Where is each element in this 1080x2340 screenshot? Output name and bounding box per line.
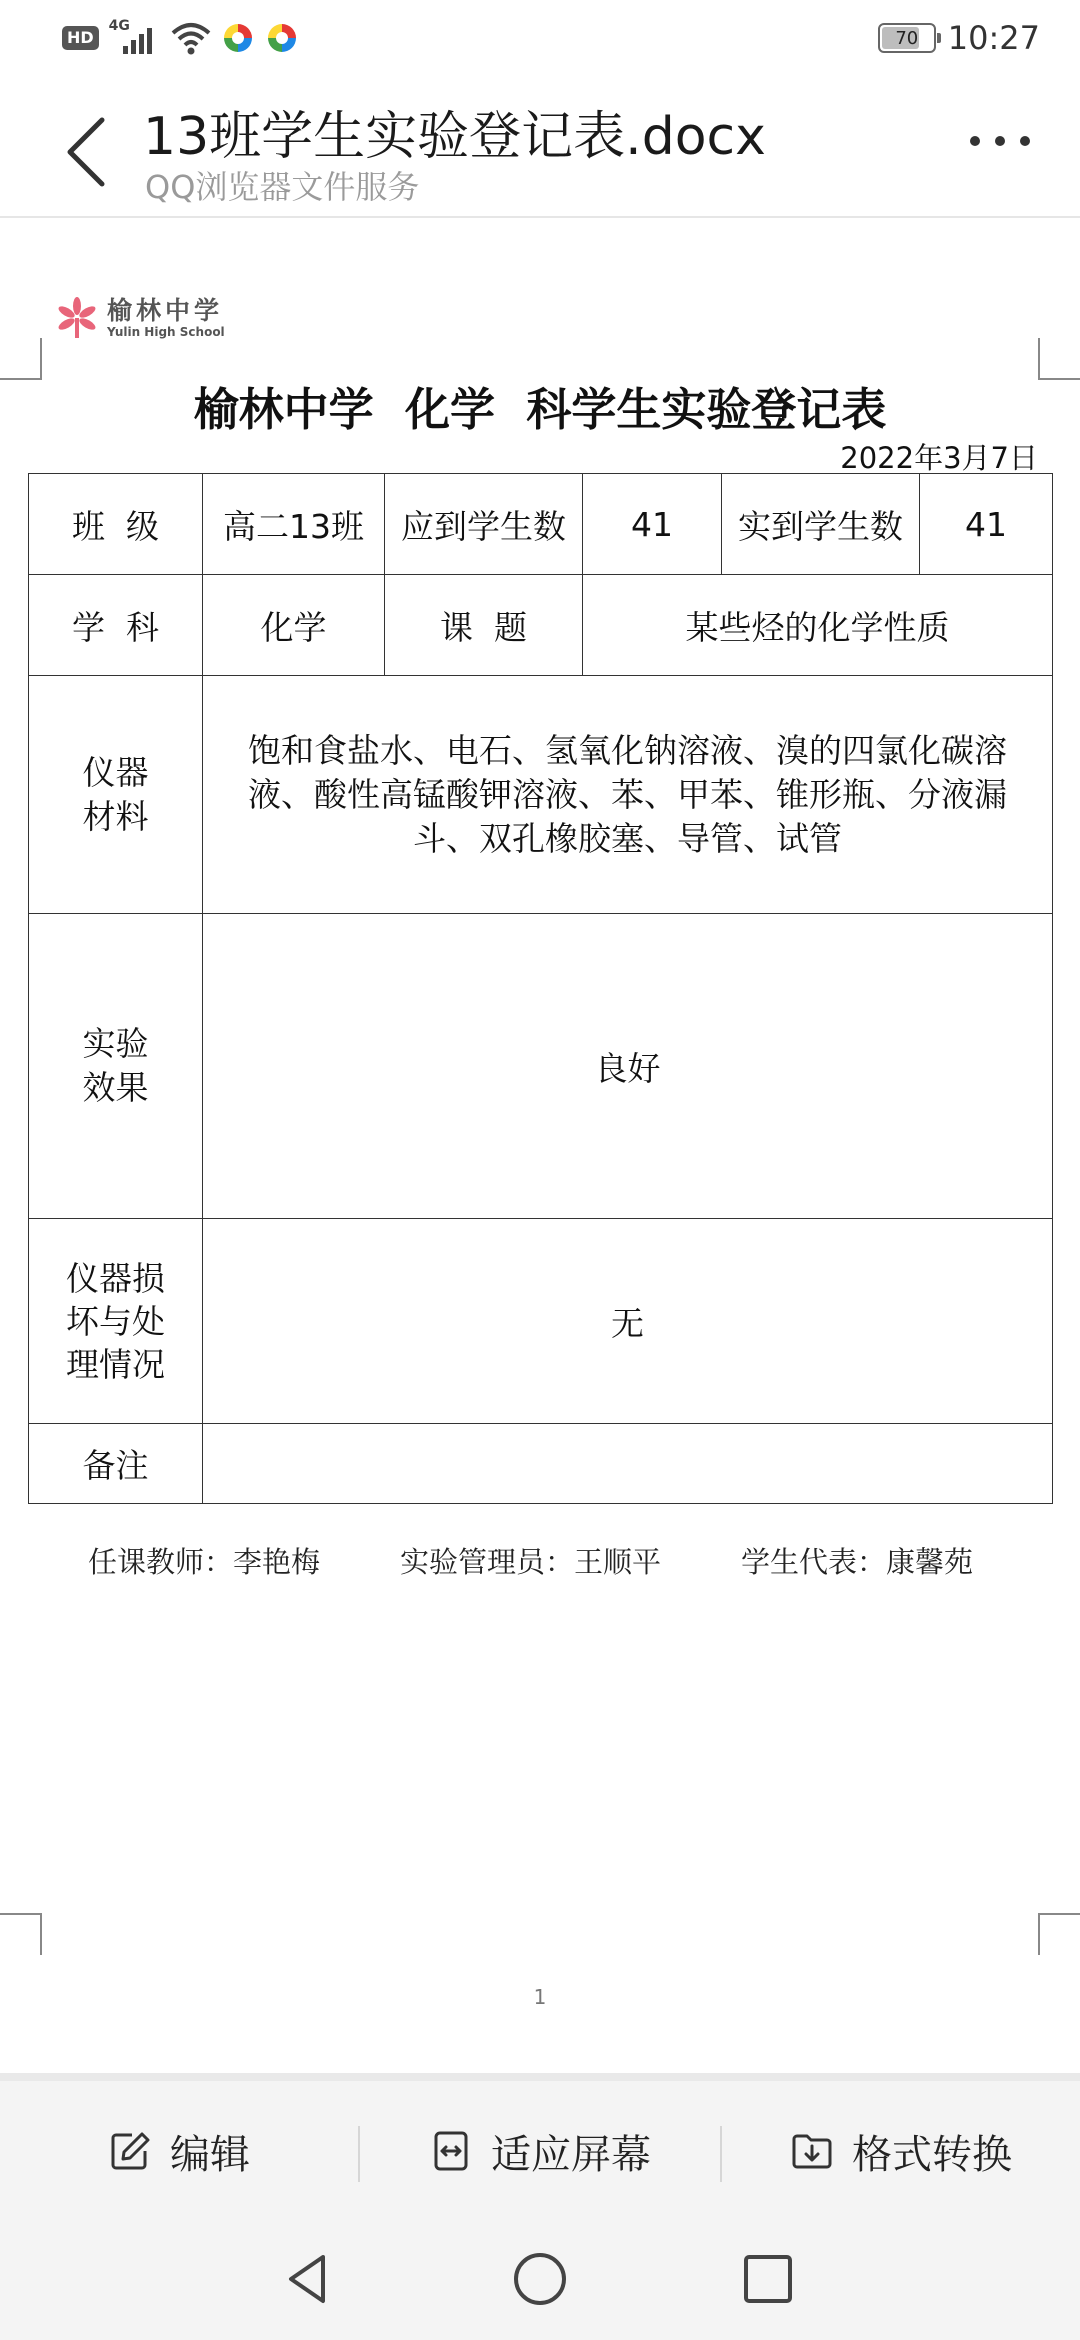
subject-value: 化学: [203, 575, 385, 676]
hd-badge: HD: [62, 26, 99, 50]
effect-label-line2: 效果: [82, 1068, 149, 1107]
fit-screen-button[interactable]: [360, 2081, 720, 2221]
damage-value: 无: [203, 1219, 1053, 1424]
teacher-signature: 任课教师：李艳梅: [88, 1545, 321, 1579]
effect-label: [29, 914, 203, 1219]
effect-value: 良好: [203, 914, 1053, 1219]
topic-label: 课 题: [385, 575, 583, 676]
back-arrow-icon[interactable]: [60, 112, 120, 192]
wifi-icon: [171, 21, 211, 55]
school-logo: [55, 296, 225, 340]
subject-label: 学 科: [29, 575, 203, 676]
nav-home-icon[interactable]: [510, 2249, 570, 2309]
table-row: [29, 575, 1053, 676]
edit-label: 编辑: [170, 2131, 250, 2178]
class-label: 班 级: [29, 474, 203, 575]
nav-recents-icon[interactable]: [738, 2249, 798, 2309]
logo-chinese-name: 榆林中学: [107, 296, 224, 325]
document-title: 13班学生实验登记表.docx: [143, 107, 766, 167]
signal-icon: [109, 18, 161, 58]
expected-count-label: 应到学生数: [385, 474, 583, 575]
clock: 10:27: [947, 19, 1040, 57]
crop-mark-bottom-right: [1038, 1913, 1080, 1955]
system-nav-bar: [0, 2221, 1080, 2340]
battery-icon: [878, 23, 936, 53]
effect-label-line1: 实验: [82, 1024, 149, 1063]
student-rep-signature: 学生代表：康馨苑: [741, 1545, 974, 1579]
table-row: [29, 1424, 1053, 1504]
nav-back-icon[interactable]: [279, 2249, 339, 2309]
title-bar: [0, 76, 1080, 218]
registration-table: [28, 473, 1053, 1504]
damage-label-line1: 仪器损: [66, 1258, 165, 1298]
actual-count-value: 41: [920, 474, 1053, 575]
manager-signature: 实验管理员：王顺平: [400, 1545, 662, 1579]
logo-english-name: Yulin High School: [107, 325, 225, 339]
more-options-icon[interactable]: [970, 136, 1030, 146]
format-convert-button[interactable]: [722, 2081, 1080, 2221]
status-icons-right: [878, 18, 1040, 58]
fit-screen-label: 适应屏幕: [491, 2131, 651, 2178]
crop-mark-bottom-left: [0, 1913, 42, 1955]
topic-value: 某些烃的化学性质: [583, 575, 1053, 676]
expected-count-value: 41: [583, 474, 722, 575]
app-notification-icon: [221, 21, 255, 55]
form-heading: 榆林中学 化学 科学生实验登记表: [193, 383, 887, 436]
document-page[interactable]: [0, 218, 1080, 2073]
page-number: 1: [533, 1985, 547, 2009]
network-type-label: 4G: [108, 18, 130, 34]
edit-icon: [108, 2129, 152, 2173]
actual-count-label: 实到学生数: [722, 474, 920, 575]
remarks-value: [203, 1424, 1053, 1504]
materials-label-line1: 仪器: [82, 752, 149, 792]
bottom-toolbar: [0, 2073, 1080, 2221]
fit-screen-icon: [429, 2129, 473, 2173]
edit-button[interactable]: [0, 2081, 358, 2221]
damage-label-line2: 坏与处: [66, 1301, 165, 1341]
school-emblem-icon: [55, 296, 99, 340]
app-notification-icon-2: [265, 21, 299, 55]
form-date: 2022年3月7日: [840, 441, 1038, 475]
table-row: [29, 914, 1053, 1219]
materials-label: [29, 676, 203, 914]
damage-label: [29, 1219, 203, 1424]
table-row: [29, 474, 1053, 575]
status-icons-left: [62, 18, 299, 58]
materials-value: 饱和食盐水、电石、氢氧化钠溶液、溴的四氯化碳溶液、酸性高锰酸钾溶液、苯、甲苯、锥形瓶、分液漏斗、双孔橡胶塞、导管、试管: [203, 676, 1053, 914]
status-bar: [0, 0, 1080, 76]
table-row: [29, 1219, 1053, 1424]
damage-label-line3: 理情况: [66, 1344, 165, 1384]
table-row: [29, 676, 1053, 914]
document-source: QQ浏览器文件服务: [145, 168, 420, 206]
class-value: 高二13班: [203, 474, 385, 575]
battery-level: 70: [895, 27, 919, 49]
remarks-label: 备注: [29, 1424, 203, 1504]
folder-download-icon: [790, 2129, 834, 2173]
materials-label-line2: 材料: [82, 796, 149, 836]
format-convert-label: 格式转换: [852, 2131, 1012, 2178]
